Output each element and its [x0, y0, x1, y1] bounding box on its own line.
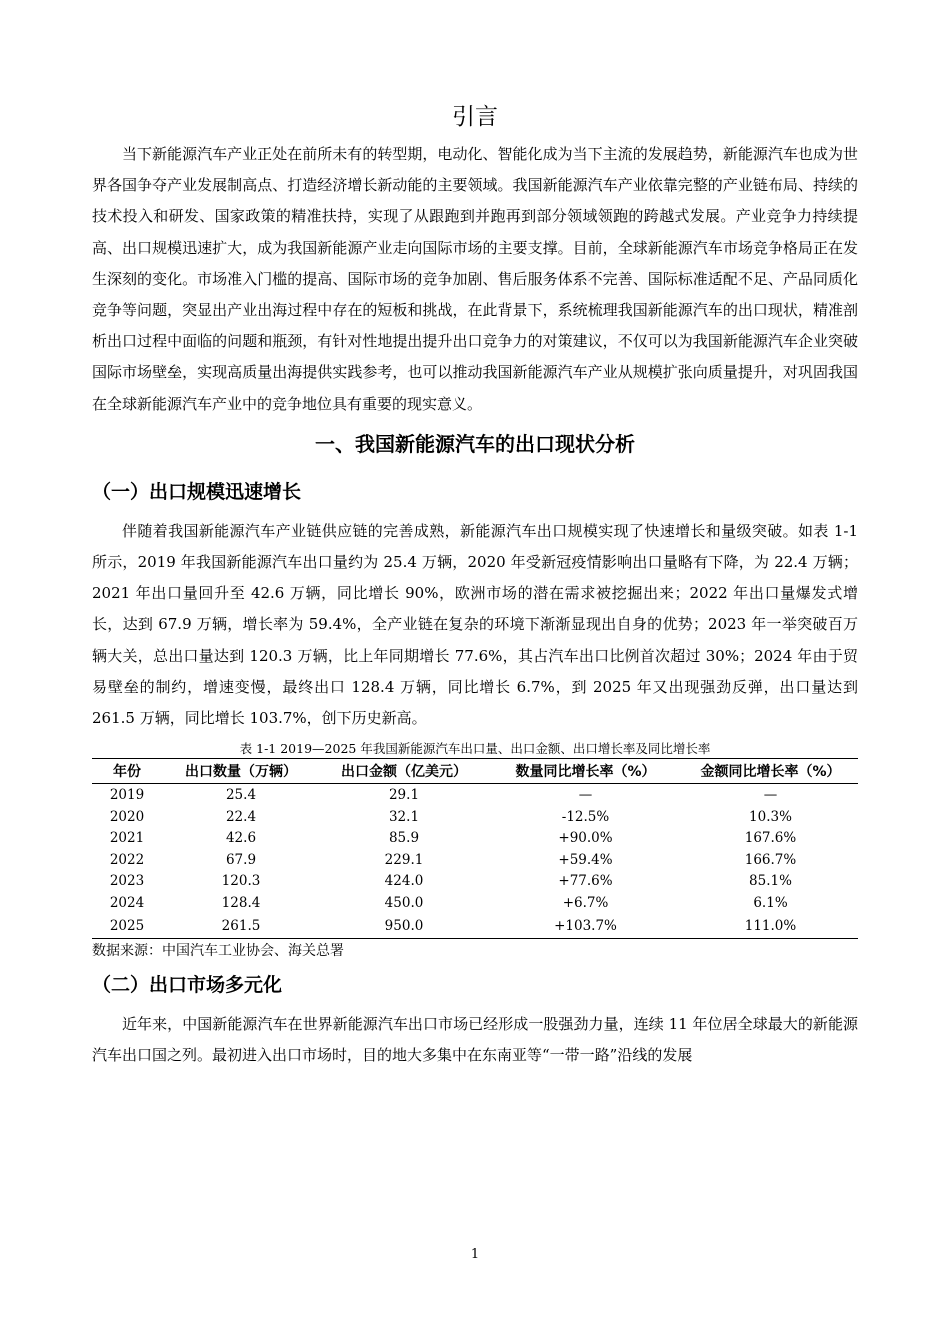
table-cell: 42.6 — [225, 830, 257, 847]
table-cell: 450.0 — [384, 895, 424, 912]
section-heading: 一、我国新能源汽车的出口现状分析 — [315, 431, 635, 456]
table-cell: +90.0% — [558, 830, 613, 847]
subsection-heading-1: （一）出口规模迅速增长 — [92, 480, 302, 503]
page-number: 1 — [470, 1247, 480, 1262]
header-cell: 出口金额（亿美元） — [320, 759, 488, 784]
header-cell: 出口数量（万辆） — [162, 759, 320, 784]
table-cell: 67.9 — [225, 851, 257, 868]
header-cell: 数量同比增长率（%） — [488, 759, 683, 784]
table-cell: 6.1% — [753, 895, 788, 912]
export-data-table — [92, 758, 858, 939]
table-row — [92, 806, 858, 828]
table-cell: 85.1% — [749, 873, 792, 890]
table-cell: 2023 — [109, 873, 145, 890]
table-cell: 85.9 — [388, 830, 420, 847]
data-source-note: 数据来源：中国汽车工业协会、海关总署 — [92, 942, 344, 959]
table-cell: +59.4% — [558, 851, 613, 868]
table-cell: 2019 — [109, 787, 145, 804]
table-cell: 261.5 — [162, 914, 320, 939]
table-row — [92, 849, 858, 871]
page-content — [92, 95, 858, 1071]
table-row — [92, 871, 858, 893]
table-cell: +103.7% — [488, 914, 683, 939]
table-cell: 2022 — [109, 851, 145, 868]
page-title: 引言 — [452, 104, 498, 130]
table-header-row — [92, 759, 858, 784]
table-cell: 950.0 — [320, 914, 488, 939]
table-row — [92, 892, 858, 914]
export-scale-paragraph: 伴随着我国新能源汽车产业链供应链的完善成熟，新能源汽车出口规模实现了快速增长和量级突破。如表 1-1 所示，2019 年我国新能源汽车出口量约为 25.4 万辆，2020 年受新冠疫情影响出口量略有下降，为 22.4 万辆；2021 年出口量回升至 42.6 万辆，同比增长 90%，欧洲市场的潜在需求被挖掘出来；2022 年出口量爆发式增长，达到 67.9 万辆，增长率为 59.4%，全产业链在复杂的环境下渐渐显现出自身的优势；2023 年一举突破百万辆大关，总出口量达到 120.3 万辆，比上年同期增长 77.6%，其占汽车出口比例首次超过 30%；2024 年由于贸易壁垒的制约，增速变慢，最终出口 128.4 万辆，同比增长 6.7%，到 2025 年又出现强劲反弹，出口量达到 261.5 万辆，同比增长 103.7%，创下历史新高。 — [92, 521, 858, 728]
table-cell: 29.1 — [388, 787, 420, 804]
intro-paragraph: 当下新能源汽车产业正处在前所未有的转型期，电动化、智能化成为当下主流的发展趋势，新能源汽车也成为世界各国争夺产业发展制高点、打造经济增长新动能的主要领域。我国新能源汽车产业依靠完整的产业链布局、持续的技术投入和研发、国家政策的精准扶持，实现了从跟跑到并跑再到部分领域领跑的跨越式发展。产业竞争力持续提高、出口规模迅速扩大，成为我国新能源产业走向国际市场的主要支撑。目前，全球新能源汽车市场竞争格局正在发生深刻的变化。市场准入门槛的提高、国际市场的竞争加剧、售后服务体系不完善、国际标准适配不足、产品同质化竞争等问题，突显出产业出海过程中存在的短板和挑战，在此背景下，系统梳理我国新能源汽车的出口现状，精准剖析出口过程中面临的问题和瓶颈，有针对性地提出提升出口竞争力的对策建议，不仅可以为我国新能源汽车企业突破国际市场壁垒，实现高质量出海提供实践参考，也可以推动我国新能源汽车产业从规模扩张向质量提升，对巩固我国在全球新能源汽车产业中的竞争地位具有重要的现实意义。 — [92, 145, 858, 413]
table-row — [92, 784, 858, 806]
table-cell: 424.0 — [384, 873, 424, 890]
table-cell: 10.3% — [749, 808, 792, 825]
table-cell: 111.0% — [683, 914, 858, 939]
header-cell: 年份 — [92, 759, 162, 784]
table-cell: — — [578, 787, 593, 804]
header-cell: 金额同比增长率（%） — [683, 759, 858, 784]
table-cell: -12.5% — [561, 808, 610, 825]
market-diversification-paragraph: 近年来，中国新能源汽车在世界新能源汽车出口市场已经形成一股强劲力量，连续 11 年位居全球最大的新能源汽车出口国之列。最初进入出口市场时，目的地大多集中在东南亚等“一带一路”沿线的发展 — [92, 1014, 858, 1065]
table-cell: 167.6% — [744, 830, 797, 847]
table-cell: 128.4 — [221, 895, 261, 912]
table-cell: 2021 — [109, 830, 145, 847]
table-cell: 229.1 — [384, 851, 424, 868]
table-row — [92, 827, 858, 849]
table-cell: 2025 — [92, 914, 162, 939]
table-caption: 表 1-1 2019—2025 年我国新能源汽车出口量、出口金额、出口增长率及同比增长率 — [239, 741, 711, 757]
subsection-heading-2: （二）出口市场多元化 — [92, 973, 283, 996]
table-cell: 2024 — [109, 895, 145, 912]
table-cell: 2020 — [109, 808, 145, 825]
table-cell: — — [763, 787, 778, 804]
table-row — [92, 914, 858, 939]
table-cell: 32.1 — [388, 808, 420, 825]
table-cell: 120.3 — [221, 873, 261, 890]
table-cell: 166.7% — [744, 851, 797, 868]
table-cell: +6.7% — [562, 895, 609, 912]
table-cell: +77.6% — [558, 873, 613, 890]
table-cell: 25.4 — [225, 787, 257, 804]
table-cell: 22.4 — [225, 808, 257, 825]
